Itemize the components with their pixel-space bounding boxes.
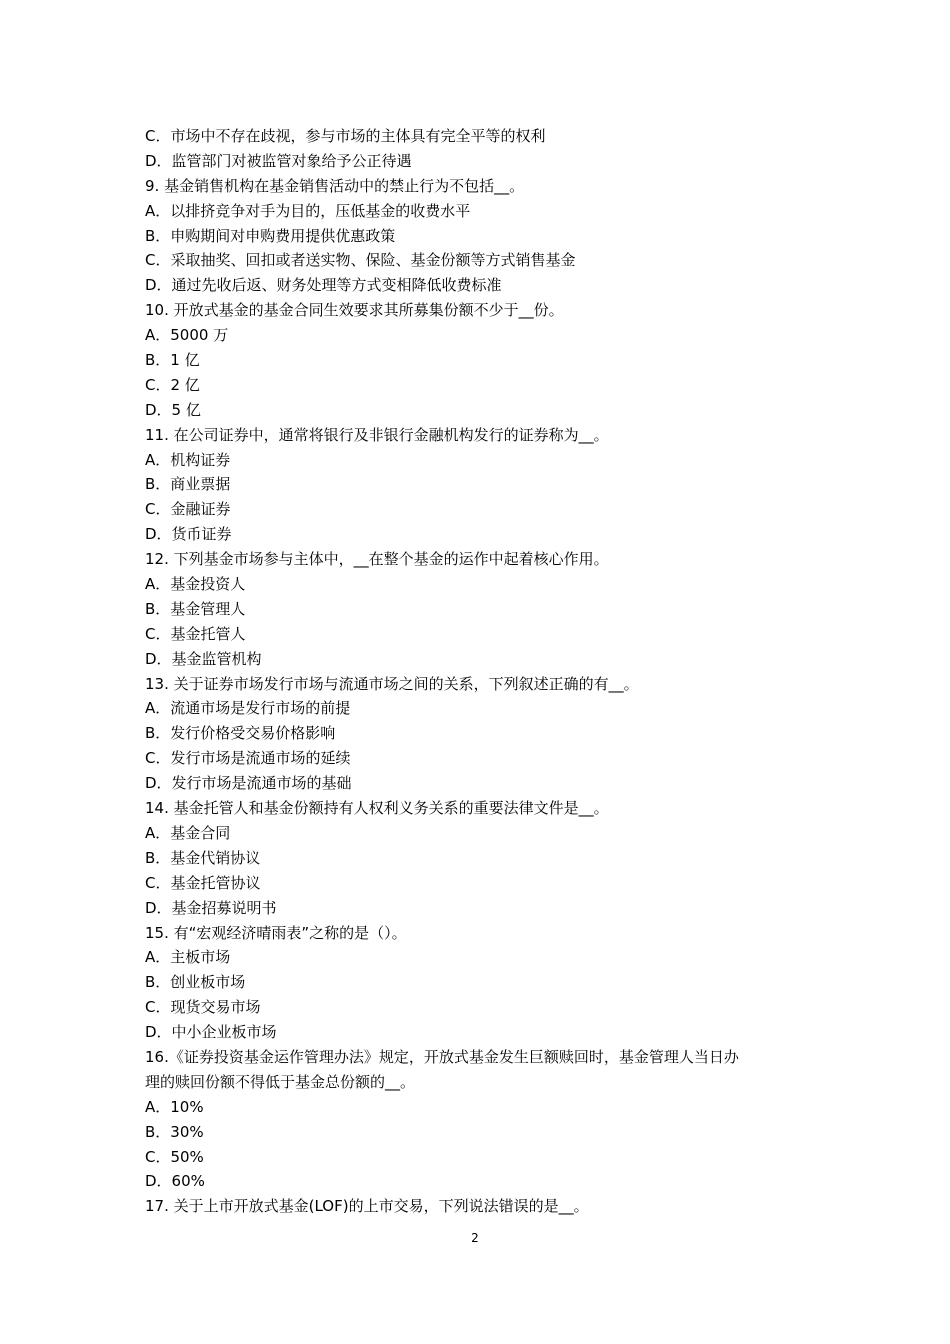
text-line: D．基金招募说明书 bbox=[145, 898, 277, 917]
text-line: C．2 亿 bbox=[145, 375, 200, 394]
text-line: B．申购期间对申购费用提供优惠政策 bbox=[145, 226, 396, 245]
text-line: 10. 开放式基金的基金合同生效要求其所募集份额不少于__份。 bbox=[145, 301, 564, 320]
page-number: 2 bbox=[471, 1231, 479, 1245]
text-line: A．10% bbox=[145, 1097, 204, 1116]
text-line: 17. 关于上市开放式基金(LOF)的上市交易，下列说法错误的是__。 bbox=[145, 1197, 589, 1216]
text-line: D．基金监管机构 bbox=[145, 649, 262, 668]
text-line: C．基金托管人 bbox=[145, 624, 246, 643]
question-text-block bbox=[145, 124, 825, 1219]
text-line: 理的赎回份额不得低于基金总份额的__。 bbox=[145, 1072, 416, 1091]
text-line: B．基金管理人 bbox=[145, 599, 246, 618]
text-line: D．中小企业板市场 bbox=[145, 1023, 277, 1042]
text-line: C．金融证券 bbox=[145, 500, 231, 519]
text-line: C．基金托管协议 bbox=[145, 873, 261, 892]
text-line: D．通过先收后返、财务处理等方式变相降低收费标准 bbox=[145, 276, 502, 295]
text-line: 16.《证券投资基金运作管理办法》规定，开放式基金发生巨额赎回时，基金管理人当日办 bbox=[145, 1047, 739, 1066]
text-line: 14. 基金托管人和基金份额持有人权利义务关系的重要法律文件是__。 bbox=[145, 799, 609, 818]
text-line: D．5 亿 bbox=[145, 400, 201, 419]
text-line: C．市场中不存在歧视，参与市场的主体具有完全平等的权利 bbox=[145, 127, 546, 145]
text-line: D．发行市场是流通市场的基础 bbox=[145, 774, 352, 793]
text-line: C．发行市场是流通市场的延续 bbox=[145, 749, 351, 768]
text-line: B．30% bbox=[145, 1122, 204, 1141]
text-line: B．发行价格受交易价格影响 bbox=[145, 724, 336, 743]
text-line: 9. 基金销售机构在基金销售活动中的禁止行为不包括__。 bbox=[145, 176, 525, 195]
text-line: C．现货交易市场 bbox=[145, 998, 261, 1017]
text-line: B．创业板市场 bbox=[145, 973, 246, 992]
text-line: 11. 在公司证券中，通常将银行及非银行金融机构发行的证券称为__。 bbox=[145, 425, 609, 444]
text-line: C．50% bbox=[145, 1147, 204, 1166]
text-line: B．1 亿 bbox=[145, 351, 200, 370]
text-line: 13. 关于证券市场发行市场与流通市场之间的关系，下列叙述正确的有__。 bbox=[145, 674, 639, 693]
text-line: A．基金投资人 bbox=[145, 575, 246, 594]
text-line: A．基金合同 bbox=[145, 823, 231, 842]
text-line: D．监管部门对被监管对象给予公正待遇 bbox=[145, 151, 412, 170]
text-line: B．基金代销协议 bbox=[145, 848, 261, 867]
text-line: A．主板市场 bbox=[145, 948, 231, 967]
text-line: A．流通市场是发行市场的前提 bbox=[145, 699, 351, 718]
text-line: 15. 有“宏观经济晴雨表”之称的是（）。 bbox=[145, 923, 407, 942]
text-line: D．货币证券 bbox=[145, 525, 232, 544]
text-line: A．5000 万 bbox=[145, 326, 229, 345]
text-line: 12. 下列基金市场参与主体中，__在整个基金的运作中起着核心作用。 bbox=[145, 550, 609, 569]
text-line: A．机构证券 bbox=[145, 450, 231, 469]
text-line: A．以排挤竞争对手为目的，压低基金的收费水平 bbox=[145, 201, 471, 220]
text-line: D．60% bbox=[145, 1172, 205, 1191]
text-line: B．商业票据 bbox=[145, 475, 231, 494]
text-line: C．采取抽奖、回扣或者送实物、保险、基金份额等方式销售基金 bbox=[145, 251, 576, 270]
